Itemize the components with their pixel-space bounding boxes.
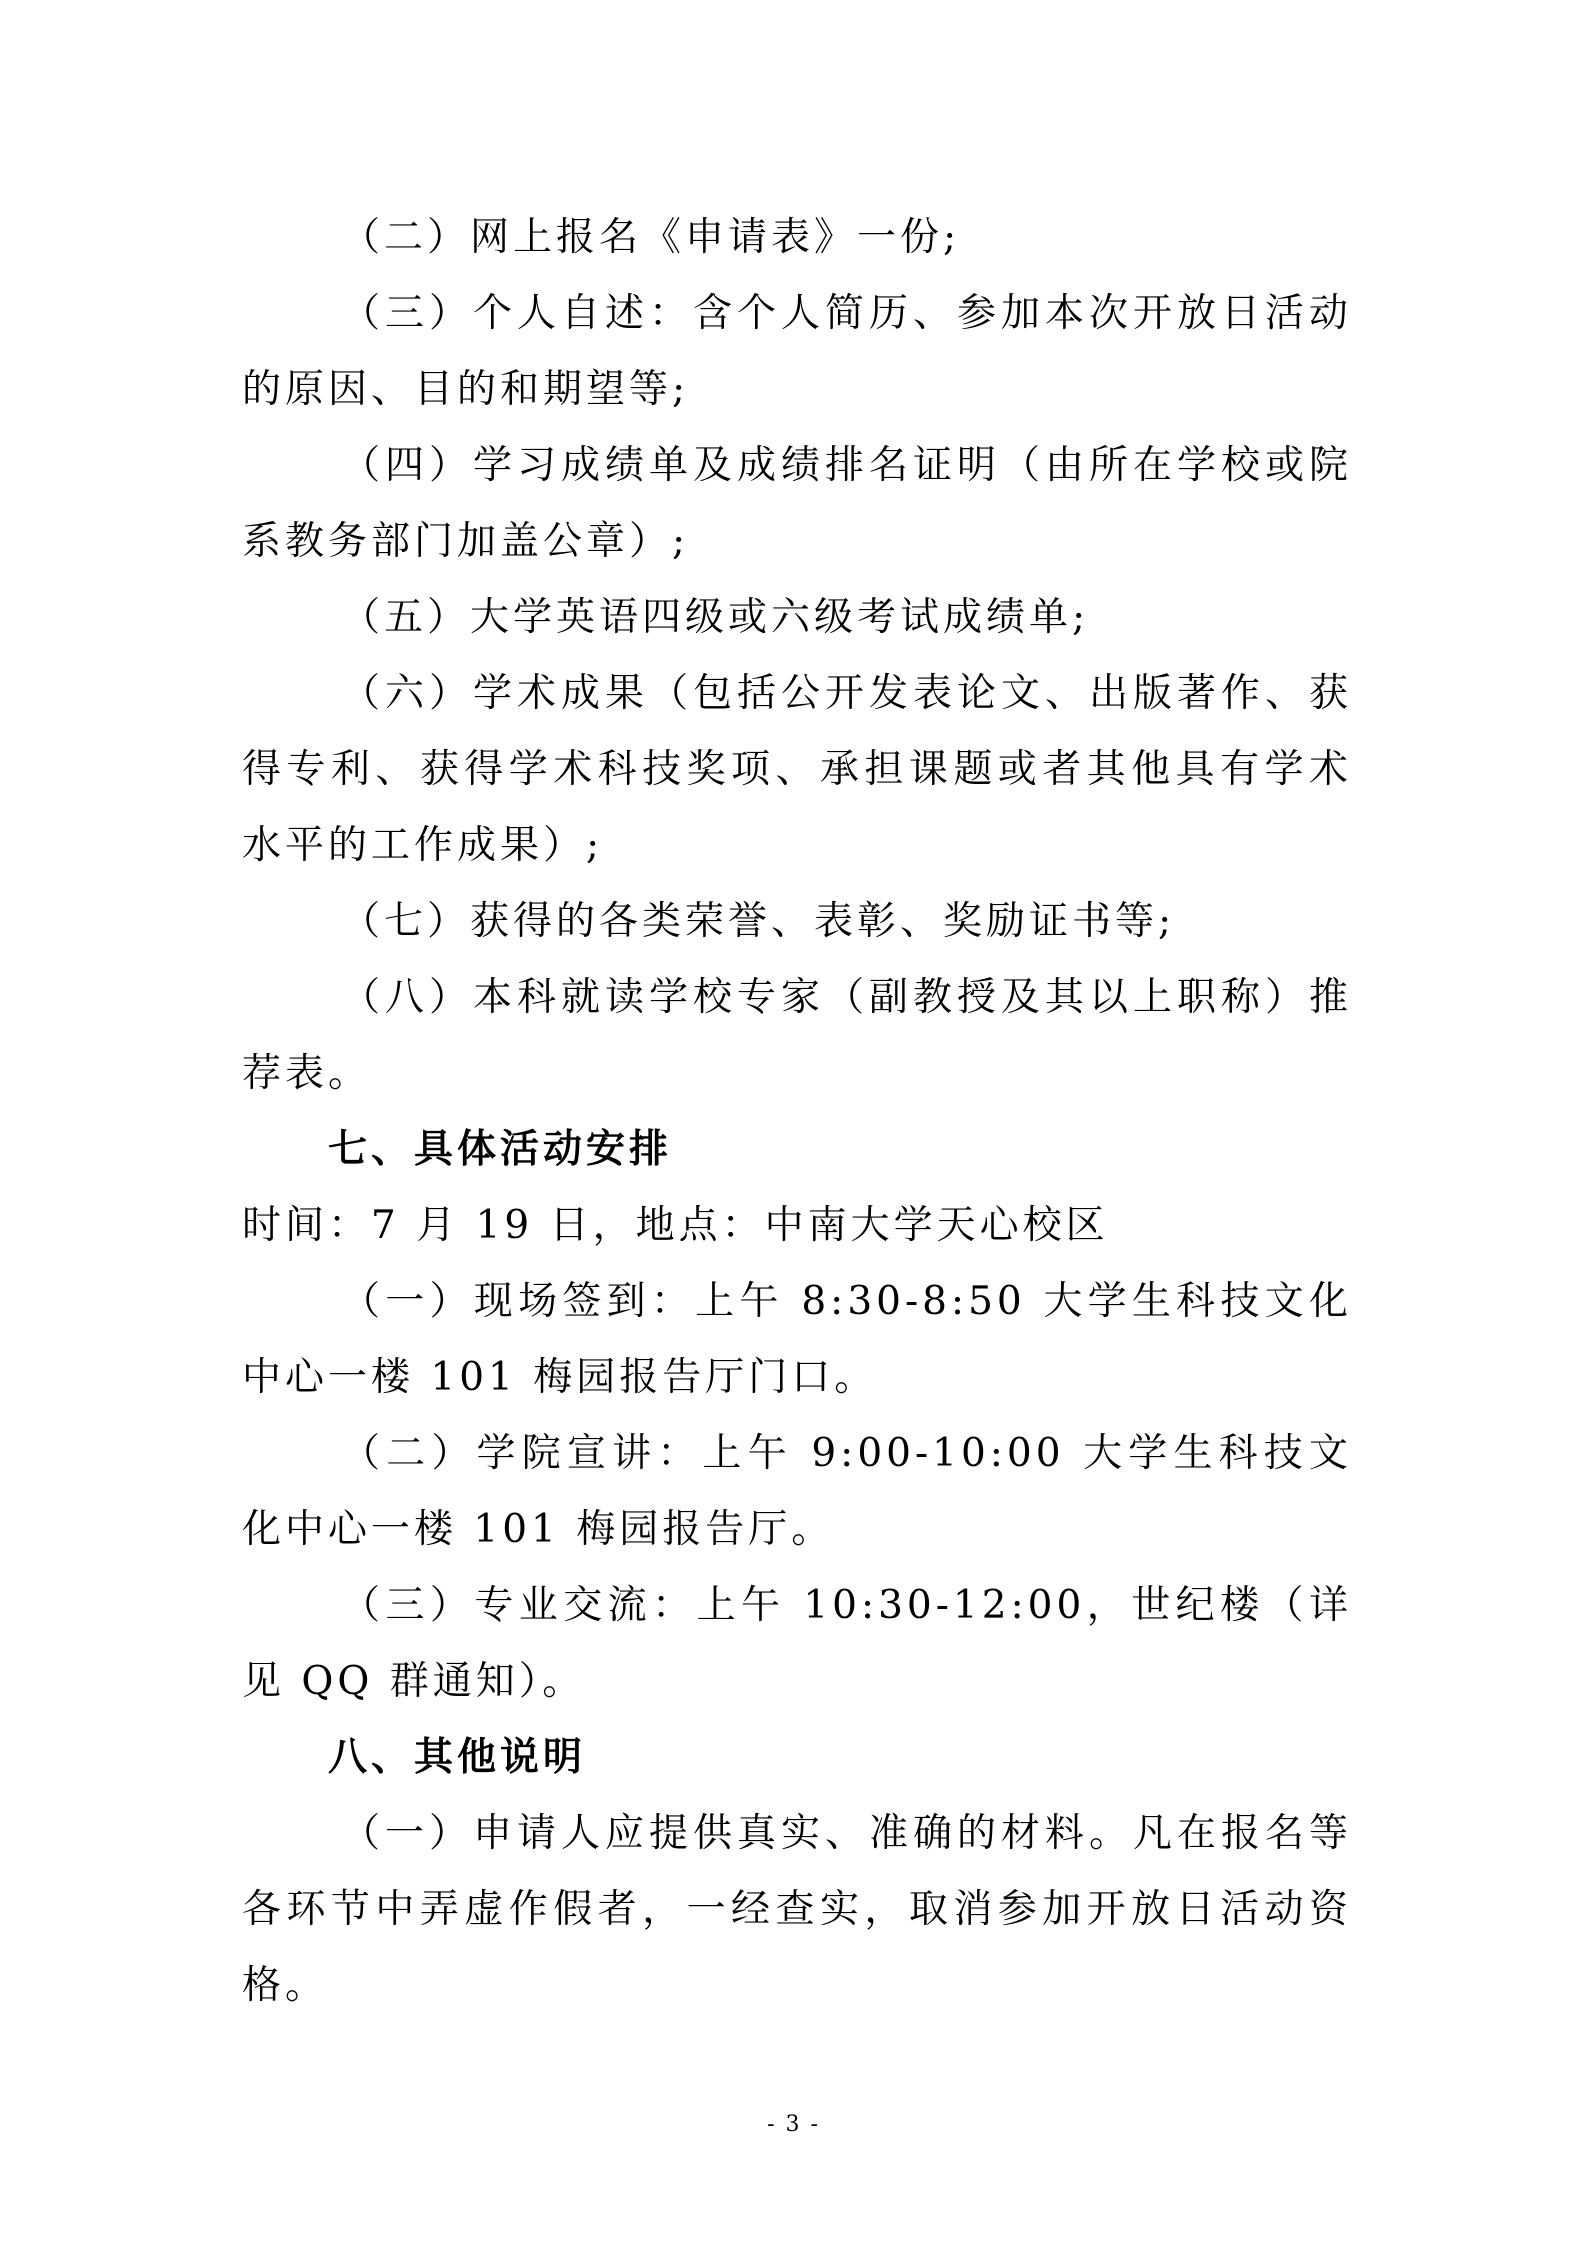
section-heading-other-notes: 八、其他说明 xyxy=(328,1735,587,1780)
paragraph-honors: （七）获得的各类荣誉、表彰、奖励证书等; xyxy=(341,899,1176,944)
paragraph-english-score: （五）大学英语四级或六级考试成绩单; xyxy=(341,595,1090,640)
paragraph-check-in: （一）现场签到：上午 8:30-8:50 大学生科技文化中心一楼 101 梅园报告厅门口。 xyxy=(242,1279,1352,1400)
paragraph-presentation: （二）学院宣讲：上午 9:00-10:00 大学生科技文化中心一楼 101 梅园报告厅。 xyxy=(242,1431,1352,1552)
document-body xyxy=(242,200,1352,2024)
paragraph-time-location: 时间：7 月 19 日，地点：中南大学天心校区 xyxy=(242,1203,1109,1248)
paragraph-exchange: （三）专业交流：上午 10:30-12:00，世纪楼（详见 QQ 群通知）。 xyxy=(242,1583,1352,1704)
paragraph-personal-statement: （三）个人自述：含个人简历、参加本次开放日活动的原因、目的和期望等; xyxy=(242,291,1352,412)
paragraph-recommendation: （八）本科就读学校专家（副教授及其以上职称）推荐表。 xyxy=(242,975,1352,1096)
paragraph-application-form: （二）网上报名《申请表》一份; xyxy=(341,215,961,260)
page-number: - 3 - xyxy=(767,2112,820,2137)
paragraph-transcript: （四）学习成绩单及成绩排名证明（由所在学校或院系教务部门加盖公章）; xyxy=(242,443,1352,564)
section-heading-activity-schedule: 七、具体活动安排 xyxy=(328,1127,673,1172)
paragraph-academic-achievements: （六）学术成果（包括公开发表论文、出版著作、获得专利、获得学术科技奖项、承担课题或者其他具有学术水平的工作成果）; xyxy=(242,671,1352,868)
paragraph-truthfulness: （一）申请人应提供真实、准确的材料。凡在报名等各环节中弄虚作假者，一经查实，取消参加开放日活动资格。 xyxy=(242,1811,1352,2008)
